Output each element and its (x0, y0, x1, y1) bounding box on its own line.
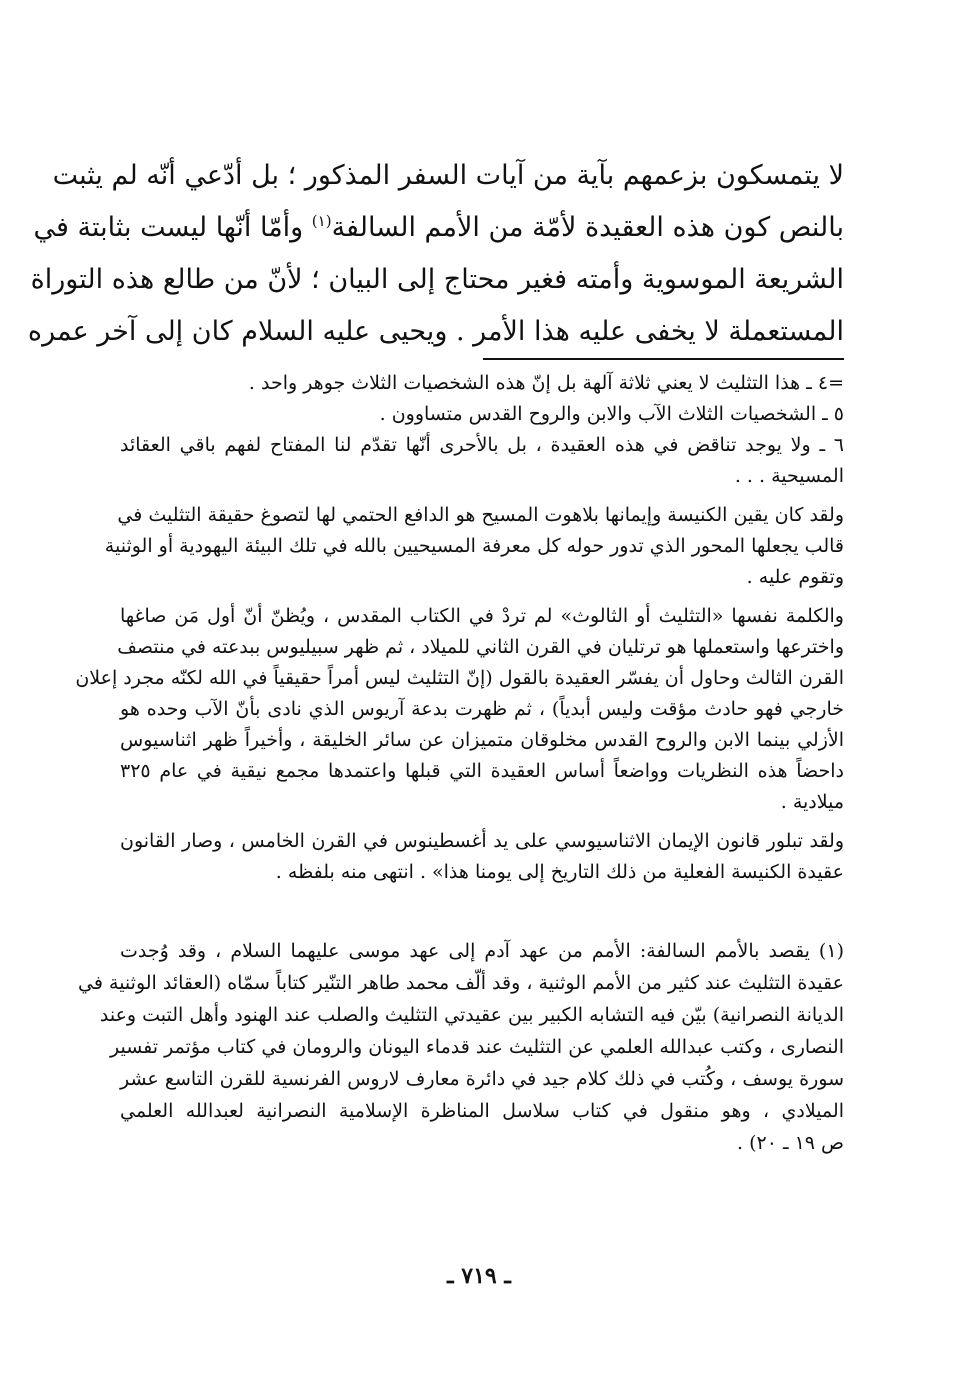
list-item-6: ٦ ـ ولا يوجد تناقض في هذه العقيدة ، بل بالأحرى أنّها تقدّم لنا المفتاح لفهم باقي العقائد (120, 434, 844, 456)
paragraph-line: ولقد تبلور قانون الإيمان الاثناسيوسي على يد أغسطينوس في القرن الخامس ، وصار القانون (120, 830, 844, 852)
footnote-reference: (١) (311, 212, 332, 230)
main-line-4: المستعملة لا يخفى عليه هذا الأمر . ويحيى عليه السلام كان إلى آخر عمره (27, 316, 844, 347)
paragraph-line: داحضاً هذه النظريات وواضعاً أساس العقيدة التي قبلها واعتمدها مجمع نيقية في عام ٣٢٥ (120, 760, 844, 782)
main-line-2 (33, 202, 844, 254)
main-body-text (27, 150, 844, 358)
footnote-line: ص ١٩ ـ ٢٠) . (736, 1132, 844, 1154)
footnote-line: عقيدة التثليث عند كثير من الأمم الوثنية ، وقد ألّف محمد طاهر التنّير كتاباً سمّاه (العقائد الوثنية في (78, 972, 844, 994)
footnote-line: سورة يوسف ، وكُتب في ذلك كلام جيد في دائرة معارف لاروس الفرنسية للقرن التاسع عشر (120, 1068, 844, 1090)
paragraph-line: ولقد كان يقين الكنيسة وإيمانها بلاهوت المسيح هو الدافع الحتمي لها لتصوغ حقيقة التثليث في (117, 504, 844, 526)
main-line-1: لا يتمسكون بزعمهم بآية من آيات السفر المذكور ؛ بل أدّعي أنّه لم يثبت (52, 160, 844, 191)
footnote-line: النصارى ، وكتب عبدالله العلمي عن التثليث عند قدماء اليونان والرومان في كتاب مؤتمر تفسير (109, 1036, 844, 1058)
main-line-3: الشريعة الموسوية وأمته فغير محتاج إلى البيان ؛ لأنّ من طالع هذه التوراة (30, 264, 844, 295)
paragraph-line: قالب يجعلها المحور الذي تدور حوله كل معرفة المسيحيين بالله في تلك البيئة اليهودية أو الوثنية (104, 535, 844, 557)
paragraph-line: خارجي فهو حادث مؤقت وليس أبدياً) ، ثم ظهرت بدعة آريوس الذي نادى بأنّ الآب وحده هو (120, 698, 844, 720)
paragraph-1 (104, 500, 844, 593)
list-item-5: ٥ ـ الشخصيات الثلاث الآب والابن والروح القدس متساوون . (379, 403, 844, 425)
paragraph-3 (120, 826, 844, 888)
paragraph-line: والكلمة نفسها «التثليث أو الثالوث» لم تردْ في الكتاب المقدس ، ويُظنّ أنّ أول مَن صاغها (120, 605, 844, 627)
list-item-4: =٤ ـ هذا التثليث لا يعني ثلاثة آلهة بل إنّ هذه الشخصيات الثلاث جوهر واحد . (248, 372, 844, 394)
paragraph-line: الأزلي بينما الابن والروح القدس مخلوقان متميزان عن سائر الخليقة ، وأخيراً ظهر اثناسيوس (120, 729, 844, 751)
page-number: ـ ٧١٩ ـ (447, 1263, 511, 1289)
paragraph-line: عقيدة الكنيسة الفعلية من ذلك التاريخ إلى يومنا هذا» . انتهى منه بلفظه . (275, 861, 844, 883)
paragraph-line: واخترعها واستعملها هو ترتليان في القرن الثاني للميلاد ، ثم ظهر سبيليوس ببدعته في منتصف (117, 636, 844, 658)
paragraph-line: ميلادية . (780, 791, 844, 813)
main-line-2-rest: وأمّا أنّها ليست بثابتة في (33, 212, 312, 243)
list-item-6-cont: المسيحية . . . (734, 465, 844, 487)
main-line-2-text: بالنص كون هذه العقيدة لأمّة من الأمم السالفة (331, 212, 844, 243)
paragraph-2 (75, 601, 844, 818)
footnote-line: الميلادي ، وهو منقول في كتاب سلاسل المناظرة الإسلامية النصرانية لعبدالله العلمي (120, 1100, 844, 1122)
numbered-list (120, 368, 844, 492)
footnote-1 (78, 935, 844, 1159)
paragraph-line: القرن الثالث وحاول أن يفسّر العقيدة بالقول (إنّ التثليث ليس أمراً حقيقياً في الله لكنّه مجرد إعلان (75, 667, 844, 689)
paragraph-line: وتقوم عليه . (746, 566, 844, 588)
separator-rule (483, 358, 844, 360)
footnote-line: الديانة النصرانية) بيّن فيه التشابه الكبير بين عقيدتي التثليث والصلب عند الهنود وأهل التبت وعند (99, 1004, 844, 1026)
continued-notes (75, 368, 844, 896)
footnote-line: (١) يقصد بالأمم السالفة: الأمم من عهد آدم إلى عهد موسى عليهما السلام ، وقد وُجدت (120, 940, 844, 962)
